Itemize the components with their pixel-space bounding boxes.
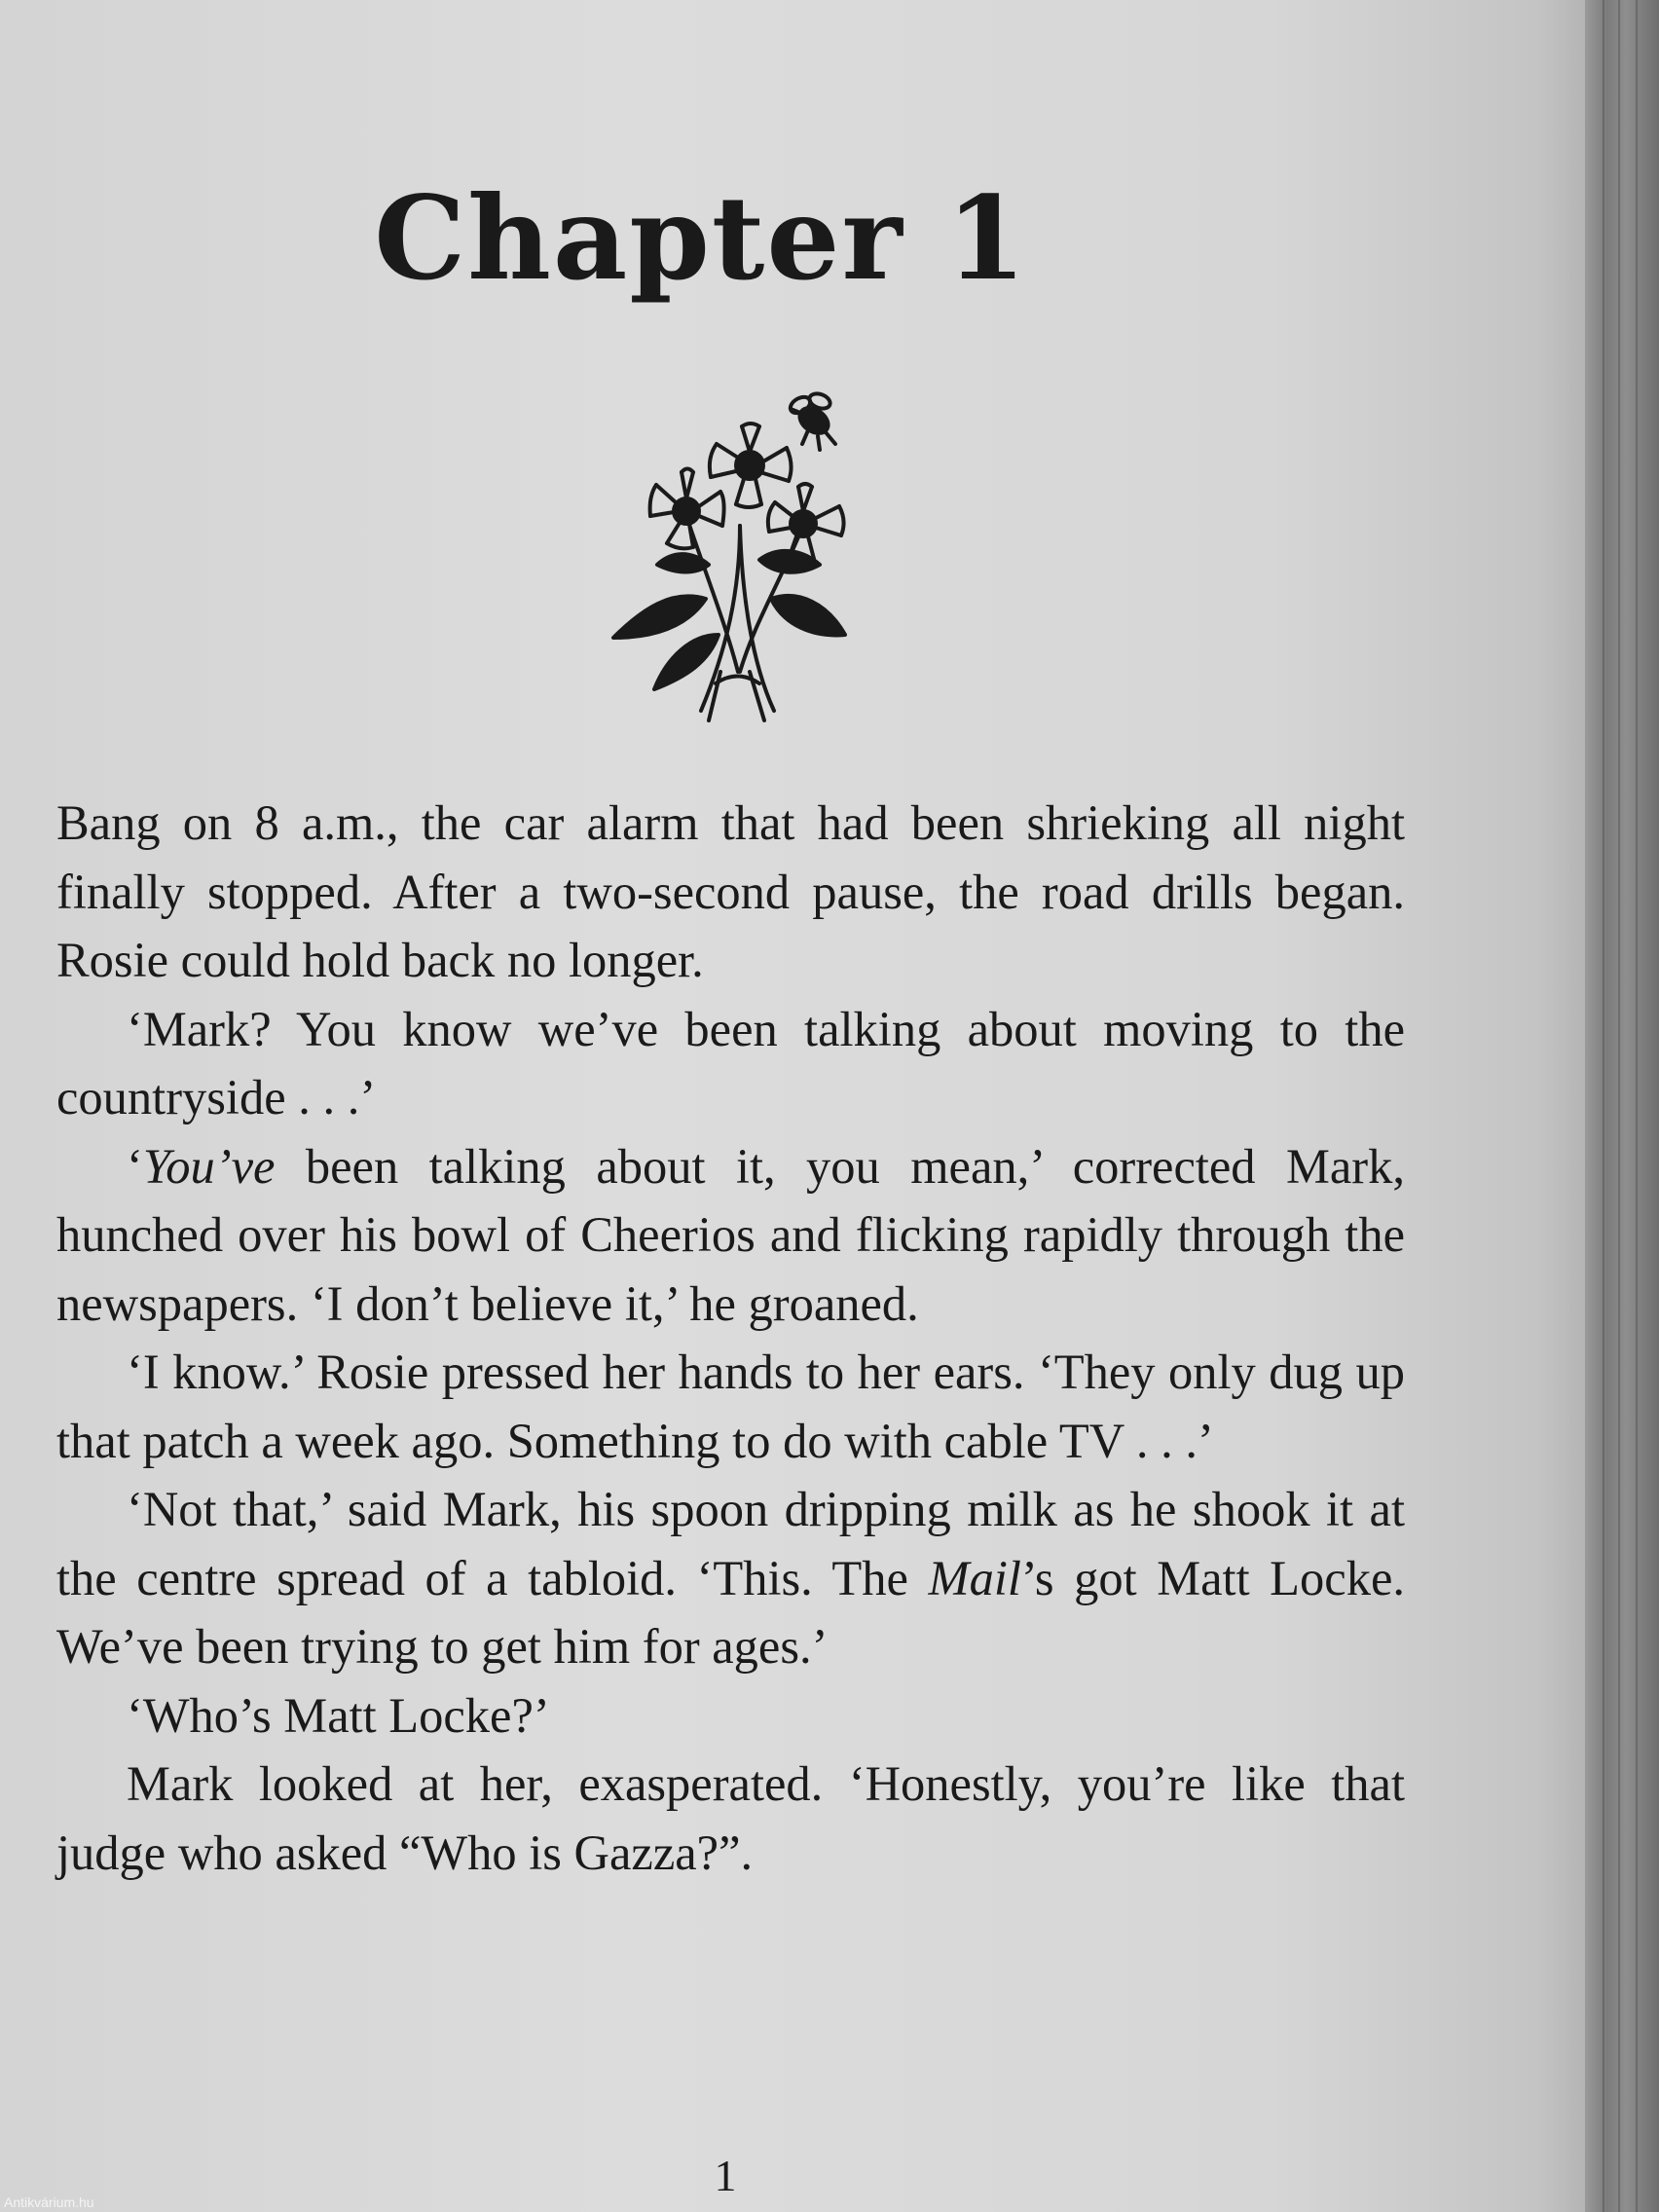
flower-bouquet-icon bbox=[594, 380, 876, 730]
paragraph-text: been talking about it, you mean,’ corrected Mark, hunched over his bowl of Cheerios and flicking rapidly through the newspapers. ‘I don’t believe it,’ he groaned. bbox=[56, 1138, 1405, 1331]
chapter-title: Chapter 1 bbox=[374, 170, 1028, 306]
paragraph-text: ’s got Matt Locke. We’ve been trying to get him for ages.’ bbox=[56, 1550, 1405, 1674]
chapter-body bbox=[56, 789, 1405, 1887]
emphasis-text: You’ve bbox=[142, 1138, 276, 1194]
paragraph-text: ‘Not that,’ said Mark, his spoon dripping milk as he shook it at the centre spread of a tabloid. ‘This. The bbox=[56, 1482, 1405, 1605]
bee-icon bbox=[788, 391, 835, 450]
paragraph: ‘I know.’ Rosie pressed her hands to her ears. ‘They only dug up that patch a week ago. Something to do with cable TV . . .’ bbox=[56, 1345, 1405, 1468]
emphasis-text: Mail bbox=[928, 1550, 1021, 1605]
paragraph-text: ‘ bbox=[127, 1138, 143, 1194]
paragraph bbox=[56, 1132, 1405, 1339]
watermark-text: Antikvárium.hu bbox=[4, 2194, 94, 2210]
paragraph: ‘Mark? You know we’ve been talking about moving to the countryside . . .’ bbox=[56, 1001, 1405, 1124]
paragraph: Mark looked at her, exasperated. ‘Honestly, you’re like that judge who asked “Who is Gazza?”. bbox=[56, 1756, 1405, 1880]
paragraph: Bang on 8 a.m., the car alarm that had been shrieking all night finally stopped. After a two-second pause, the road drills began. Rosie could hold back no longer. bbox=[56, 795, 1405, 987]
paragraph: ‘Who’s Matt Locke?’ bbox=[127, 1687, 550, 1743]
page-number: 1 bbox=[714, 2151, 737, 2200]
book-spine-shadow bbox=[1585, 0, 1659, 2212]
paragraph bbox=[56, 1475, 1405, 1681]
